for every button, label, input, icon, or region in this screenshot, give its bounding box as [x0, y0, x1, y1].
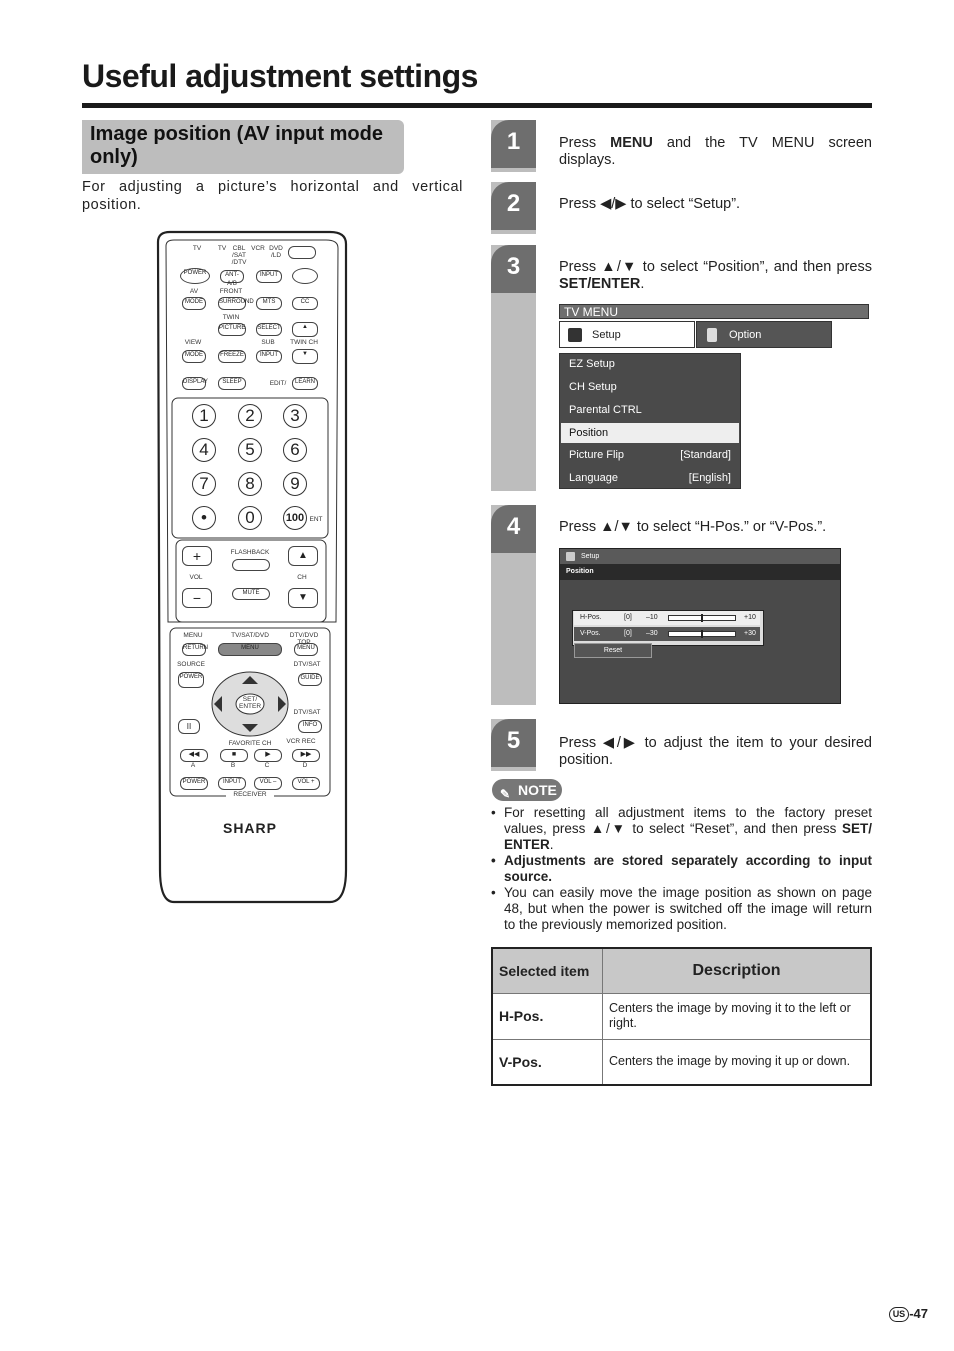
digit-100-button[interactable]: 100	[283, 506, 307, 530]
tab-setup-label: Setup	[592, 329, 621, 341]
fav-a-label: A	[190, 762, 196, 769]
step-1-number: 1	[491, 120, 536, 168]
table-cell-item: H-Pos.	[492, 993, 603, 1039]
v-pos-row[interactable]: V-Pos. [0] –30 +30	[574, 627, 760, 641]
mode-label-vcr: VCR	[251, 245, 265, 252]
h-pos-slider[interactable]	[668, 615, 736, 621]
vol-up-button[interactable]: +	[182, 546, 212, 566]
table-cell-item: V-Pos.	[492, 1039, 603, 1085]
pencil-icon: ✎	[500, 787, 511, 801]
mode-label-dvd: DVD /LD	[269, 245, 283, 259]
view-mode-button[interactable]: MODE	[182, 350, 206, 363]
sub-input-button[interactable]: INPUT	[256, 350, 282, 363]
step-1-text: Press MENU and the TV MENU screen displays.	[559, 135, 872, 168]
favorite-ch-label: FAVORITE CH	[228, 740, 272, 747]
input-button[interactable]: INPUT	[256, 270, 282, 283]
digit-2-button[interactable]: 2	[238, 404, 262, 428]
av-label: AV	[189, 288, 199, 295]
ch-up-button[interactable]: ▲	[288, 546, 318, 566]
menu-item-parental-ctrl[interactable]: Parental CTRL	[569, 404, 642, 416]
table-row	[492, 993, 871, 1039]
cc-button[interactable]: CC	[292, 297, 318, 310]
ant-button[interactable]: ANT-A/B	[220, 270, 244, 283]
table-header-description: Description	[603, 948, 872, 993]
fav-d-label: D	[302, 762, 308, 769]
set-enter-button[interactable]: SET/ ENTER	[238, 696, 262, 710]
tv-menu-list	[559, 353, 741, 489]
flashback-label: FLASHBACK	[230, 549, 270, 556]
dtvdvdtop-label: DTV/DVD	[289, 632, 319, 639]
twin-ch-up-button[interactable]: ▲	[292, 322, 318, 337]
digit-0-button[interactable]: 0	[238, 506, 262, 530]
twin-picture-button[interactable]: PICTURE	[218, 323, 246, 336]
play-button[interactable]: ▶	[254, 749, 282, 762]
vol-down-button[interactable]: −	[182, 588, 212, 608]
v-pos-slider-knob[interactable]	[701, 630, 703, 638]
page-number: US -47	[889, 1306, 928, 1322]
ent-label: ENT	[309, 516, 323, 523]
front-label: FRONT	[219, 288, 243, 295]
tvsatdvd-label: TV/SAT/DVD	[231, 632, 269, 639]
setup-icon	[566, 552, 575, 561]
freeze-button[interactable]: FREEZE	[218, 350, 246, 363]
rewind-button[interactable]: ◀◀	[180, 749, 208, 762]
source-label: SOURCE	[177, 661, 205, 668]
fav-b-label: B	[230, 762, 236, 769]
receiver-label: RECEIVER	[226, 791, 274, 798]
fav-c-label: C	[264, 762, 270, 769]
stop-button[interactable]: ■	[220, 749, 248, 762]
tv-menu-title: TV MENU	[559, 304, 869, 319]
edit-label: EDIT/	[269, 380, 287, 387]
dtvsat-label: DTV/SAT	[293, 661, 321, 668]
menu-item-picture-flip[interactable]: Picture Flip [Standard]	[569, 449, 731, 461]
region-badge: US	[889, 1307, 910, 1322]
pause-button[interactable]: II	[178, 719, 200, 734]
source-power-button[interactable]: POWER	[178, 672, 204, 688]
select-button[interactable]: SELECT	[256, 323, 282, 336]
top-menu-button[interactable]: MENU	[294, 643, 318, 656]
reset-button[interactable]: Reset	[574, 643, 652, 658]
twin-label: TWIN	[222, 314, 240, 321]
ffwd-button[interactable]: ▶▶	[292, 749, 320, 762]
info-button[interactable]: INFO	[298, 720, 322, 733]
menu-button[interactable]: MENU	[218, 643, 282, 656]
av-mode-button[interactable]: MODE	[182, 297, 206, 310]
mode-label-cbl: CBL /SAT /DTV	[231, 245, 247, 266]
menu-label: MENU	[183, 632, 203, 639]
surround-button[interactable]: SURROUND	[218, 297, 246, 310]
menu-item-ch-setup[interactable]: CH Setup	[569, 381, 617, 393]
digit-8-button[interactable]: 8	[238, 472, 262, 496]
receiver-input-button[interactable]: INPUT	[218, 777, 246, 790]
power-button[interactable]: POWER	[180, 268, 210, 284]
section-title: Image position (AV input mode only)	[90, 123, 383, 168]
guide-button[interactable]: GUIDE	[298, 673, 322, 686]
h-pos-row[interactable]: H-Pos. [0] –10 +10	[574, 611, 760, 625]
ch-down-button[interactable]: ▼	[288, 588, 318, 608]
section-heading	[82, 120, 404, 174]
tab-option-label: Option	[729, 329, 762, 341]
digit-7-button[interactable]: 7	[192, 472, 216, 496]
digit-1-button[interactable]: 1	[192, 404, 216, 428]
digit-4-button[interactable]: 4	[192, 438, 216, 462]
view-label: VIEW	[184, 339, 202, 346]
tab-option[interactable]	[696, 321, 832, 348]
step-4-number: 4	[491, 505, 536, 553]
note-badge: ✎ NOTE	[492, 779, 562, 801]
vol-label: VOL	[189, 574, 203, 581]
mute-button[interactable]: MUTE	[232, 588, 270, 600]
step-2-number: 2	[491, 182, 536, 230]
position-screen-subheader: Position	[560, 564, 840, 580]
display-button[interactable]: DISPLAY	[182, 377, 206, 390]
dtvsat-label-2: DTV/SAT	[293, 709, 321, 716]
remote-control-illustration	[152, 230, 348, 906]
mts-button[interactable]: MTS	[256, 297, 282, 310]
step-2-text: Press ◀/▶ to select “Setup”.	[559, 196, 741, 212]
note-bullet-3: • You can easily move the image position as shown on page 48, but when the power is switched off the image will return to the previously memorized position.	[491, 885, 872, 932]
sleep-button[interactable]: SLEEP	[218, 377, 246, 390]
setup-icon	[568, 328, 582, 342]
menu-item-language[interactable]: Language [English]	[569, 472, 731, 484]
tab-setup[interactable]	[559, 321, 695, 348]
step-5-text: Press ◀/▶ to adjust the item to your desired position.	[559, 735, 872, 768]
h-pos-slider-knob[interactable]	[701, 614, 703, 622]
receiver-vol-up-button[interactable]: VOL +	[292, 777, 320, 790]
menu-item-position[interactable]: Position	[561, 423, 739, 443]
note-bullet-2: • Adjustments are stored separately according to input source.	[491, 853, 872, 884]
description-table	[491, 947, 872, 1086]
table-cell-description: Centers the image by moving it to the left or right.	[603, 993, 872, 1039]
step-4-text: Press ▲/▼ to select “H-Pos.” or “V-Pos.”.	[559, 519, 827, 535]
vcr-rec-label: VCR REC	[286, 738, 316, 745]
return-button[interactable]: RETURN	[182, 643, 206, 656]
table-header-item: Selected item	[492, 948, 603, 993]
receiver-vol-down-button[interactable]: VOL –	[254, 777, 282, 790]
intro-text: For adjusting a picture’s horizontal and vertical position.	[82, 179, 463, 213]
position-screen-header: Setup	[560, 549, 840, 564]
step-3-number: 3	[491, 245, 536, 293]
note-bullet-1: • For resetting all adjustment items to the factory preset values, press ▲/▼ to select “Reset”, and then press SET/ ENTER.	[491, 805, 872, 852]
table-row	[492, 1039, 871, 1085]
flashback-button[interactable]	[232, 559, 270, 571]
dot-button[interactable]: •	[192, 506, 216, 530]
digit-6-button[interactable]: 6	[283, 438, 307, 462]
table-cell-description: Centers the image by moving it up or down.	[603, 1039, 872, 1085]
v-pos-slider[interactable]	[668, 631, 736, 637]
sub-label: SUB	[261, 339, 275, 346]
step-5-number: 5	[491, 719, 536, 767]
title-rule	[82, 103, 872, 108]
receiver-power-button[interactable]: POWER	[180, 777, 208, 790]
digit-5-button[interactable]: 5	[238, 438, 262, 462]
position-screen	[559, 548, 841, 704]
step-3-text: Press ▲/▼ to select “Position”, and then press SET/ENTER.	[559, 259, 872, 292]
light-button[interactable]	[292, 268, 318, 284]
tv-mode-label: TV	[192, 245, 202, 252]
brand-logo: SHARP	[222, 820, 277, 836]
ch-label: CH	[297, 574, 307, 581]
digit-9-button[interactable]: 9	[283, 472, 307, 496]
learn-button[interactable]: LEARN	[292, 377, 318, 390]
digit-3-button[interactable]: 3	[283, 404, 307, 428]
mode-label-tv: TV	[217, 245, 227, 252]
mode-switch[interactable]	[288, 246, 316, 259]
twin-ch-down-button[interactable]: ▼	[292, 349, 318, 364]
page-title: Useful adjustment settings	[82, 58, 478, 94]
twin-ch-label: TWIN CH	[290, 339, 318, 346]
option-icon	[707, 328, 717, 342]
menu-item-ez-setup[interactable]: EZ Setup	[569, 358, 615, 370]
